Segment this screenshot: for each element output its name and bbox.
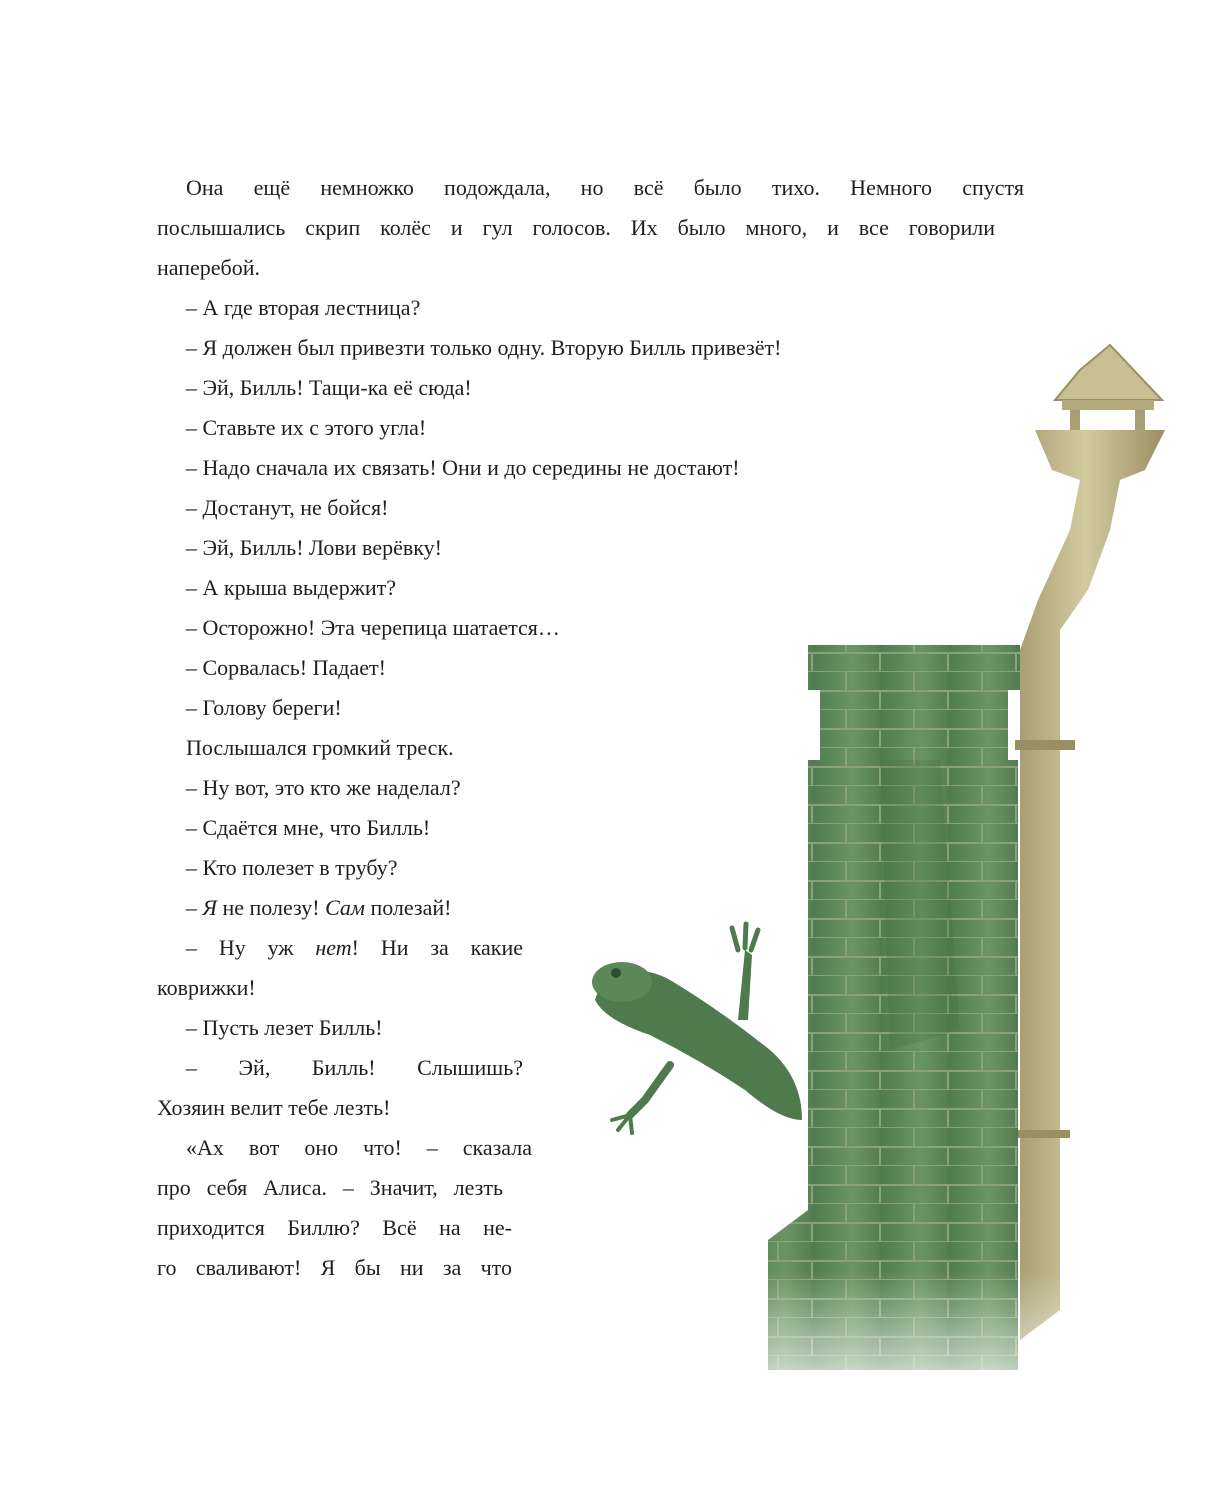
- dialogue-line: – Голову береги!: [186, 695, 342, 720]
- dialogue-line: – Эй, Билль! Слышишь?: [186, 1055, 523, 1080]
- dialogue-line: – Кто полезет в трубу?: [186, 855, 398, 880]
- italic-word: Сам: [325, 895, 365, 920]
- paragraph-line: наперебой.: [157, 255, 261, 280]
- dialogue-line: Хозяин велит тебе лезть!: [157, 1095, 391, 1120]
- dialogue-line: [157, 928, 523, 968]
- dialogue-line: – А где вторая лестница?: [186, 295, 421, 320]
- dialogue-line: – Пусть лезет Билль!: [186, 1015, 383, 1040]
- paragraph-line: приходится Биллю? Всё на не-: [157, 1215, 512, 1240]
- story-text: [157, 168, 1024, 1288]
- text-run: –: [186, 895, 203, 920]
- dialogue-line: – Я должен был привезти только одну. Вторую Билль привезёт!: [186, 335, 782, 360]
- drainpipe: [1015, 345, 1165, 1340]
- text-run: ! Ни за какие: [351, 935, 523, 960]
- dialogue-line: – Надо сначала их связать! Они и до середины не достают!: [186, 455, 740, 480]
- dialogue-line: [157, 888, 997, 928]
- paragraph-line: го сваливают! Я бы ни за что: [157, 1255, 512, 1280]
- paragraph-line: «Ах вот оно что! – сказала: [186, 1135, 532, 1160]
- text-run: полезай!: [364, 895, 452, 920]
- paragraph-line: Она ещё немножко подождала, но всё было тихо. Немного спустя: [186, 175, 1024, 200]
- dialogue-line: – Достанут, не бойся!: [186, 495, 389, 520]
- dialogue-line: – Ну вот, это кто же наделал?: [186, 775, 461, 800]
- italic-word: Я: [202, 895, 217, 920]
- dialogue-line: – Эй, Билль! Лови верёвку!: [186, 535, 442, 560]
- dialogue-line: – Осторожно! Эта черепица шатается…: [186, 615, 560, 640]
- narration-line: Послышался громкий треск.: [186, 735, 454, 760]
- dialogue-line: – А крыша выдержит?: [186, 575, 397, 600]
- dialogue-line: – Ставьте их с этого угла!: [186, 415, 427, 440]
- text-run: не полезу!: [216, 895, 326, 920]
- paragraph-line: про себя Алиса. – Значит, лезть: [157, 1175, 503, 1200]
- dialogue-line: – Сдаётся мне, что Билль!: [186, 815, 431, 840]
- paragraph-line: послышались скрип колёс и гул голосов. Их было много, и все говорили: [157, 215, 995, 240]
- dialogue-line: – Сорвалась! Падает!: [186, 655, 386, 680]
- dialogue-line: коврижки!: [157, 975, 256, 1000]
- italic-word: нет: [315, 935, 352, 960]
- dialogue-line: – Эй, Билль! Тащи-ка её сюда!: [186, 375, 472, 400]
- text-run: – Ну уж: [186, 935, 316, 960]
